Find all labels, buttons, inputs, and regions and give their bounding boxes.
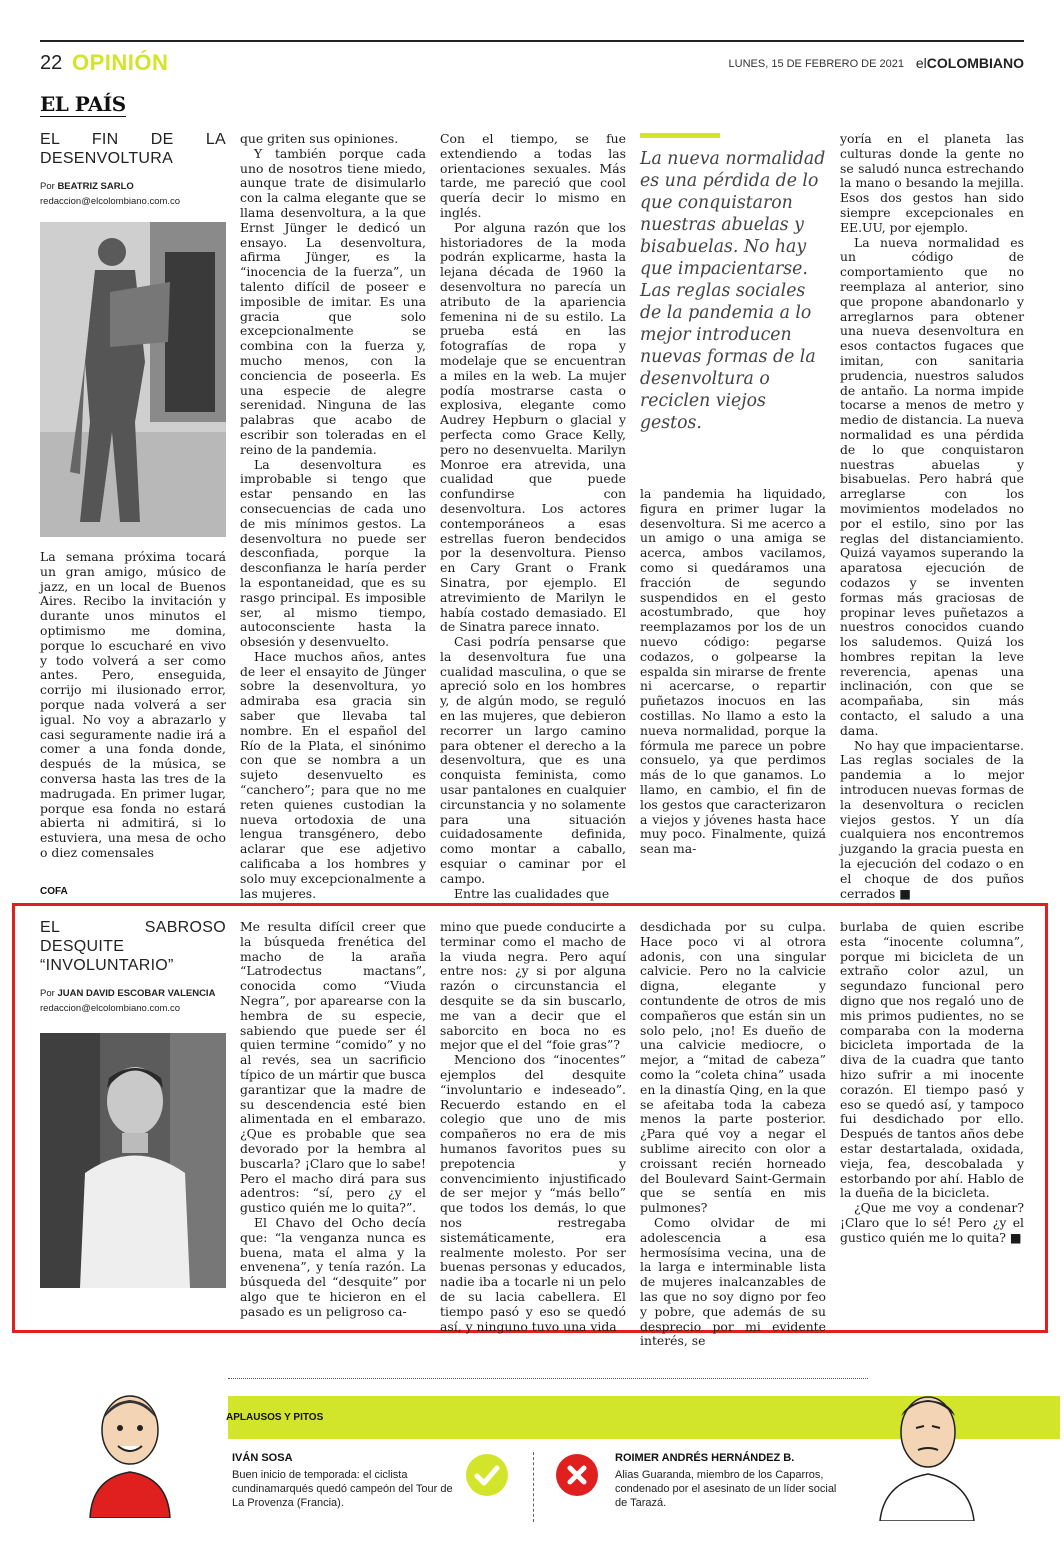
article1-col2 <box>240 132 426 901</box>
article1-col4 <box>640 487 826 857</box>
page-header <box>40 40 1024 74</box>
article1-paragraph: Por alguna razón que los historiadores de la moda podrán explicarme, hasta la lejana década de 1960 la desenvoltura no parecía un atributo de la apariencia femenina ni de su estilo. La prueba está en las fotografías de ropa y modelaje que se encuentran a miles en la web. La mujer podía mostrarse casta o explosiva, elegante como Audrey Hepburn o glacial y perfecta como Grace Kelly, pero no desenvuelta. Marilyn Monroe era atrevida, una cualidad que puede confundirse con desenvoltura. Los actores contemporáneos a esas estrellas fueron bendecidos por la desenvoltura. Pienso en Cary Grant o Frank Sinatra, por ejemplo. El atrevimiento de Marilyn le había costado demasiado. El de Sinatra parece innato. <box>440 219 626 635</box>
aplausos-left-name: IVÁN SOSA <box>232 1452 293 1464</box>
pull-quote-text: La nueva normalidad es una pérdida de lo que conquistaron nuestras abuelas y bisabuelas. No hay que impacientarse. Las reglas sociales de la pandemia a lo mejor introducen nuevas formas de la desenvoltura o reciclen viejos gestos. <box>640 149 826 433</box>
section-separator <box>228 1378 868 1379</box>
article1-paragraph: Entre las cualidades que <box>454 885 610 901</box>
article1-paragraph: No hay que impacientarse. Las reglas sociales de la pandemia a lo mejor introducen nuevas formas de la desenvoltura o reciclen viejos gestos. Y un día cualquiera nos encontremos juzgando la gracia puesta en la ejecución del codazo o en el choque de dos puños cerrados ■ <box>840 737 1024 901</box>
brand-name: COLOMBIANO <box>926 55 1024 71</box>
article1-byline <box>40 180 226 195</box>
article1-paragraph: Casi podría pensarse que la desenvoltura fue una cualidad masculina, o que se apreció solo en los hombres y, de algún modo, se reguló en las mujeres, que debieron recorrer un largo camino para obtener el derecho a la desenvoltura, que es una conquista feminista, como usar pantalones en cualquier circunstancia y no solamente para una situación cuidadosamente definida, como montar a caballo, esquiar o caminar por el campo. <box>440 634 626 886</box>
article1-paragraph: La desenvoltura es improbable si tengo que estar pensando en las consecuencias de cada uno de mis mínimos gestos. La desenvoltura no puede ser desconfiada, porque la desconfianza le haría perder la espontaneidad, que es su rasgo principal. Es imposible ser, al mismo tiempo, autoconsciente hasta la obsesión y desenvuelto. <box>240 456 426 650</box>
article2-paragraph: desdichada por su culpa. Hace poco vi al otrora adonis, con una singular calvicie. Pero no la calvicie digna, elegante y contundente de otros de mis compañeros que están sin un solo pelo, ¡no! Es dueño de una calvicie mediocre, o mejor, a “mitad de cabeza” como la “coleta china” usada en la dinastía Qing, en la que se afeitaba toda la cabeza menos la parte posterior. ¿Para qué voy a negar el sublime airecito con olor a croissant recién horneado del Boulevard Saint-Germain que se sentía en mis pulmones? <box>640 919 826 1216</box>
article2-paragraph: mino que puede conducirte a terminar como el macho de la viuda negra. Pero aquí entre nos: ¿y si por alguna razón o circunstancia el desquite se da sin buscarlo, me van a decir que el saborcito en boca no es mejor que el del “foie gras”? <box>440 919 626 1053</box>
source-logo: EL PAÍS <box>40 92 126 116</box>
article2-col3 <box>440 920 626 1334</box>
cross-icon <box>556 1454 598 1496</box>
article1-col5 <box>840 132 1024 901</box>
article1-paragraph: yoría en el planeta las culturas donde la gente no se saludó nunca estrechando la mano o besando la mejilla. Esos dos gestos han sido siempre excepcionales en EE.UU, por ejemplo. <box>840 131 1024 235</box>
aplausos-title: APLAUSOS Y PITOS <box>226 1412 324 1423</box>
caricature-left <box>80 1388 180 1518</box>
aplausos-right-desc: Alias Guaranda, miembro de los Caparros, condenado por el asesinato de un líder social de Tarazá. <box>615 1469 837 1509</box>
aplausos-right-name: ROIMER ANDRÉS HERNÁNDEZ B. <box>615 1452 795 1464</box>
section-name: OPINIÓN <box>72 50 169 75</box>
article2-paragraph: Menciono dos “inocentes” ejemplos del desquite “involuntario e indeseado”. Recuerdo estando en el colegio que uno de mis compañeros no era de mis humanos favoritos pues su prepotencia y convencimiento injustificado de ser mejor y “más bello” que todos los demás, lo que nos restregaba sistemáticamente, era realmente molesto. Por ser buenas personas y educados, nadie iba a tocarle ni un pelo de su lacia cabellera. El tiempo pasó y eso se quedó así, y ninguno tuvo una vida <box>440 1052 626 1334</box>
article2-author: JUAN DAVID ESCOBAR VALENCIA <box>57 988 216 999</box>
pull-quote <box>640 133 826 434</box>
statue-photo <box>40 222 226 537</box>
article1-header <box>40 130 226 210</box>
aplausos-divider <box>533 1452 534 1522</box>
article2-paragraph: ¿Que me voy a condenar? ¡Claro que lo sé! Pero ¿y el gustico quién me lo quita? ■ <box>840 1200 1024 1245</box>
article2-paragraph: Como olvidar de mi adolescencia a esa hermosísima vecina, una de la larga e interminable lista de mujeres inalcanzables de las que no soy digno por feo y pobre, que además de su desprecio por mi evidente interés, se <box>640 1214 826 1349</box>
article2-byline <box>40 987 226 1002</box>
article1-paragraph: la pandemia ha liquidado, figura en primer lugar la desenvoltura. Si me acerco a un amigo o una amiga se acerca, ambos vacilamos, como si quedáramos una fracción de segundo suspendidos en el gesto acostumbrado, que hoy reemplazamos por los de un nuevo código: pegarse codazos, o golpearse la espalda sin mirarse de frente ni acercarse, o repartir puñetazos inocuos en las costillas. No llamo a esto la nueva normalidad, porque la fórmula me parece un pobre consuelo, ya que perdimos más de lo que ganamos. Lo llamo, en cambio, el fin de los gestos que caracterizaron a viejos y jóvenes hasta hace muy poco. Finalmente, quizá sean ma- <box>640 486 826 857</box>
article2-paragraph: Me resulta difícil creer que la búsqueda frenética del macho de la araña “Latrodectus mactans”, conocida como “Viuda Negra”, por aparearse con la hembra de su especie, sabiendo que puede ser él quien termine “comido” y no al revés, sea un sacrificio típico de un mártir que busca garantizar que la madre de su descendencia esté bien alimentada en el embarazo. ¿Que es probable que sea devorado por la hembra al buscarla? ¡Claro que lo sabe! Pero el macho dirá para sus adentros: “sí, pero ¿y el gustico quién me lo quita?”. <box>240 919 426 1216</box>
article1-paragraph: La semana próxima tocará un gran amigo, músico de jazz, en un local de Buenos Aires. Recibo la invitación y durante unos minutos el optimismo me domina, porque lo escucharé en vivo y todo volverá a ser como antes. Pero, enseguida, corrijo mi ilusionado error, porque nada volverá a ser igual. No voy a abrazarlo y casi seguramente nadie irá a comer a una fonda donde, después de la música, se conversa hasta las tres de la madrugada. En primer lugar, porque esa fonda no estará abierta ni admitirá, si lo estuviera, una mesa de ocho o diez comensales <box>40 549 226 860</box>
article2-paragraph: burlaba de quien escribe esta “inocente columna”, porque mi bicicleta de un extraño color azul, un segundazo funcional pero digno que nos regaló uno de mis primos pudientes, no se comparaba con la moderna bicicleta importada de la diva de la cuadra que tanto hizo sufrir a mi inocente corazón. El tiempo pasó y eso se quedó así, y tampoco fui desdichado por ello. Después de tantos años debe estar destartalada, oxidada, vieja, fea, descobalada y estorbando por ahí. Hablo de la dueña de la bicicleta. <box>840 919 1024 1201</box>
article2-title: EL SABROSO DESQUITE “INVOLUNTARIO” <box>40 919 226 974</box>
article1-paragraph: Y también porque cada uno de nosotros tiene miedo, aunque trate de disimularlo con la calma elegante que se llama desenvoltura, a la que Ernst Jünger le dedicó un ensayo. La desenvoltura, afirma Jünger, es la “inocencia de la fuerza”, un talento difícil de poseer e imposible de imitar. Es una gracia que solo excepcionalmente se combina con la fuerza y, mucho menos, con la conciencia de poseerla. Es una especie de alegre serenidad. Ninguna de las palabras que acabo de escribir son toleradas en el reino de la pandemia. <box>240 145 426 457</box>
article2-paragraph: El Chavo del Ocho decía que: “la venganza nunca es buena, mata el alma y la envenena”, y tenía razón. La búsqueda del “desquite” por algo que te hicieron en el pasado es un peligroso ca- <box>240 1214 426 1319</box>
author-photo <box>40 1033 226 1288</box>
article1-paragraph: que griten sus opiniones. <box>240 131 399 146</box>
pull-quote-bar <box>640 133 720 138</box>
byline-prefix: Por <box>40 181 55 192</box>
article1-paragraph: Hace muchos años, antes de leer el ensayito de Jünger sobre la desenvoltura, yo admiraba esa gracia sin saber que llevaba tal nombre. En el español del Río de la Plata, el sinónimo con que se nombra a un sujeto desenvuelto es “canchero”; para que no me reten quienes custodian la nueva ortodoxia de una lengua transgénero, debo aclarar que ese adjetivo calificaba a los hombres y solo muy excepcionalmente a las mujeres. <box>240 648 426 901</box>
article1-author: BEATRIZ SARLO <box>57 181 134 192</box>
brand-prefix: el <box>915 55 927 71</box>
byline-prefix: Por <box>40 988 55 999</box>
check-icon <box>466 1454 508 1496</box>
cofa-label: COFA <box>40 886 68 897</box>
article1-col3 <box>440 132 626 901</box>
aplausos-left-desc: Buen inicio de temporada: el ciclista cundinamarqués quedó campeón del Tour de La Provenza (Francia). <box>232 1469 453 1509</box>
article1-email: redaccion@elcolombiano.com.co <box>40 195 181 207</box>
article2-col4 <box>640 920 826 1349</box>
page-number: 22 <box>40 52 63 74</box>
article1-paragraph: La nueva normalidad es un código de comportamiento que no reemplaza al anterior, sino que propone abandonarlo y arreglarnos para obtener una nueva desenvoltura en esos contactos fugaces que imitan, con sanitaria prudencia, nuestros saludos de antaño. La norma impide tocarse a menos de metro y medio de distancia. La nueva normalidad es una pérdida de lo que conquistaron nuestras abuelas y bisabuelas. Pero habrá que arreglarse con los movimientos modelados no por el estilo, sino por las reglas del distanciamiento. Quizá vayamos superando la aparatosa ejecución de codazos y se inventen formas más graciosas de propinar leves puñetazos a nuestros conocidos cuando los saludemos. Quizá los hombres repitan la leve reverencia, apenas una inclinación, con que se acompañaba, sin más contacto, el saludo a una dama. <box>840 234 1024 738</box>
article1-col1 <box>40 550 226 861</box>
newspaper-brand <box>916 55 1024 71</box>
publication-date: LUNES, 15 DE FEBRERO DE 2021 <box>728 58 904 70</box>
article2-email: redaccion@elcolombiano.com.co <box>40 1002 181 1014</box>
article2-col5 <box>840 920 1024 1246</box>
article2-header <box>40 918 226 1017</box>
article2-col2 <box>240 920 426 1320</box>
caricature-right <box>870 1386 980 1521</box>
article1-title: EL FIN DE LA DESENVOLTURA <box>40 131 226 167</box>
article1-paragraph: Con el tiempo, se fue extendiendo a todas las orientaciones sexuales. Más tarde, me pareció que cool quería decir lo mismo en inglés. <box>440 131 626 220</box>
